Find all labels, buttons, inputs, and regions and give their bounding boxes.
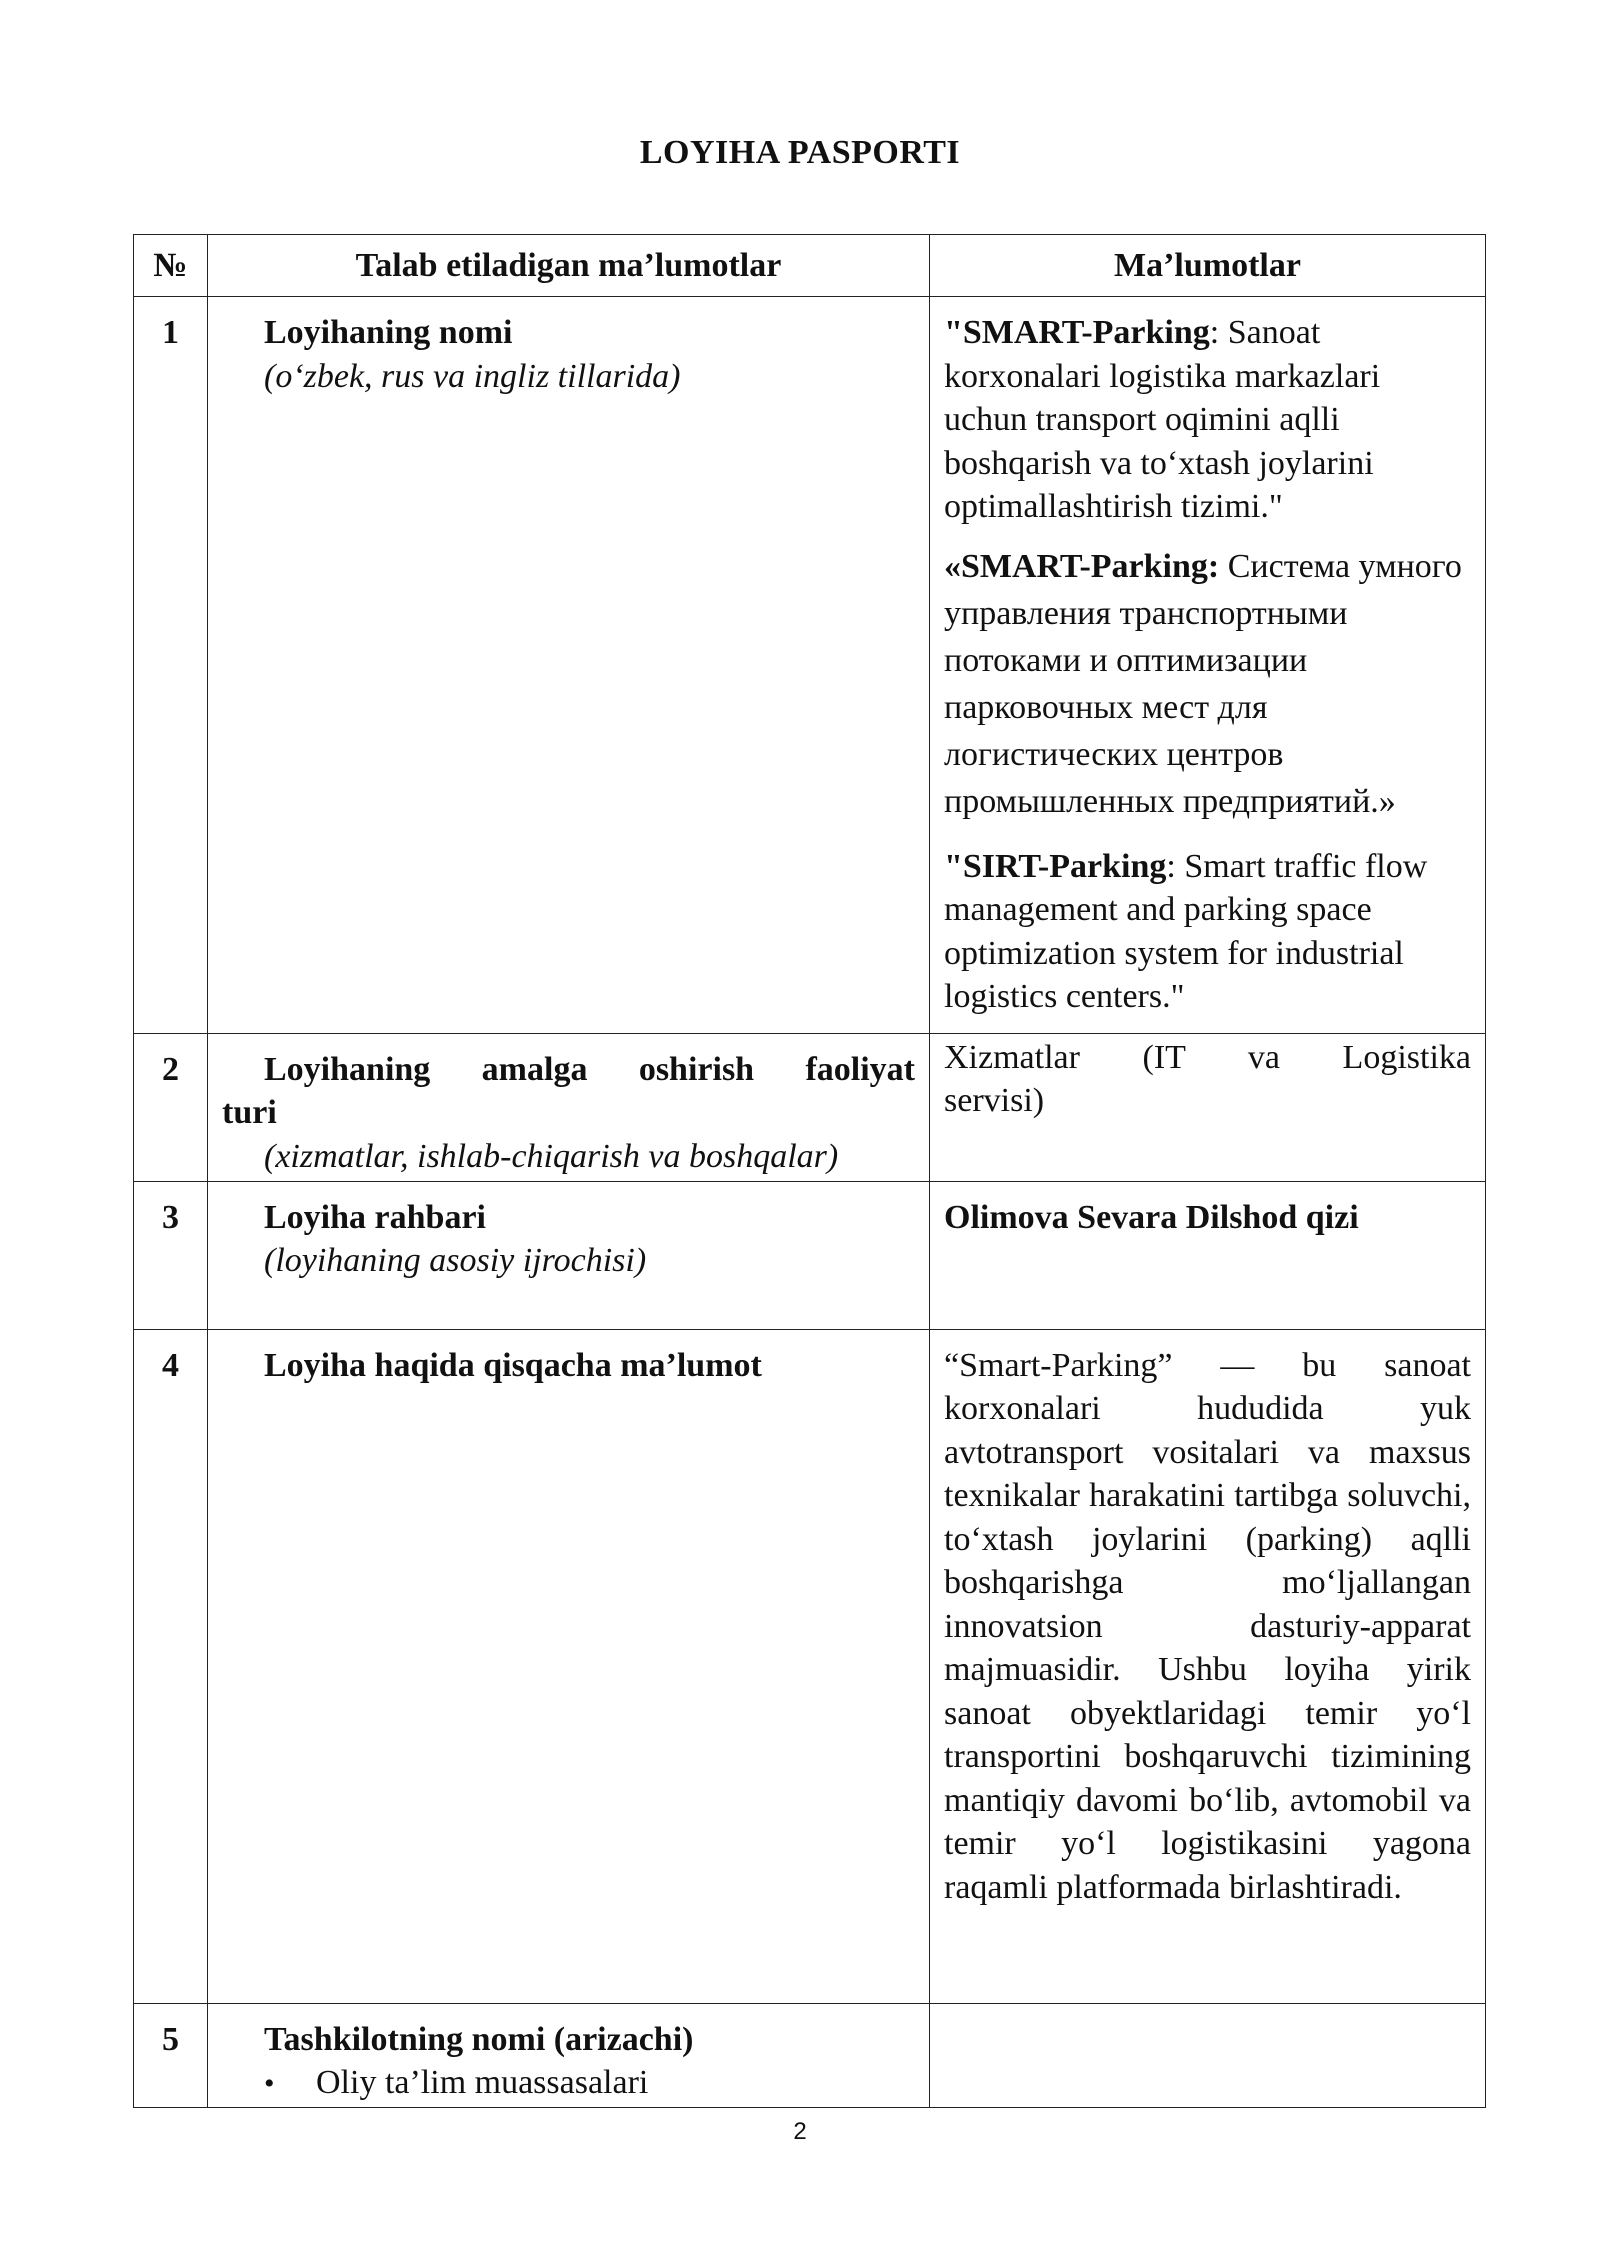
- data-cell: [930, 1329, 1486, 2003]
- table-header-row: [134, 235, 1486, 297]
- requirement-title: Loyiha haqida qisqacha ma’lumot: [264, 1346, 762, 1384]
- project-name-ru-text: Система умного управления транспортными потоками и оптимизации парковочных мест для логистических центров промышленных предприятий.»: [944, 547, 1462, 820]
- header-num: №: [134, 235, 208, 297]
- row-number: 4: [134, 1329, 208, 2003]
- requirement-title: Loyihaning nomi: [264, 314, 513, 351]
- project-name-en-bold: "SIRT-Parking: [944, 847, 1167, 885]
- requirement-title-continued: turi: [222, 1094, 277, 1131]
- activity-type-line1: Xizmatlar (IT va Logistika: [944, 1038, 1471, 1076]
- project-leader-name: Olimova Sevara Dilshod qizi: [944, 1198, 1359, 1236]
- list-item: [222, 2061, 915, 2106]
- project-name-ru: [944, 543, 1471, 825]
- requirement-cell: [208, 1181, 930, 1329]
- project-name-ru-bold: «SMART-Parking:: [944, 547, 1220, 585]
- requirement-note: (o‘zbek, rus va ingliz tillarida): [264, 357, 681, 395]
- project-name-uz: [944, 311, 1471, 529]
- data-cell: [930, 297, 1486, 1034]
- page-number: 2: [793, 2118, 807, 2145]
- requirement-note: (loyihaning asosiy ijrochisi): [264, 1242, 647, 1279]
- project-summary: “Smart-Parking” — bu sanoat korxonalari hududida yuk avtotransport vositalari va maxsus texnikalar harakatini tartibga soluvchi, to‘xtash joylarini (parking) aqlli boshqarishga mo‘ljallangan innovatsion dasturiy-apparat majmuasidir. Ushbu loyiha yirik sanoat obyektlaridagi temir yo‘l transportini boshqaruvchi tizimining mantiqiy davomi bo‘lib, avtomobil va temir yo‘l logistikasini yagona raqamli platformada birlashtiradi.: [944, 1346, 1471, 1906]
- row-number: 5: [134, 2003, 208, 2107]
- data-cell: [930, 1033, 1486, 1181]
- project-name-uz-text: : Sanoat korxonalari logistika markazlari uchun transport oqimini aqlli boshqarish va to‘xtash joylarini optimallashtirish tizimi.": [944, 314, 1381, 525]
- row-number: 3: [134, 1181, 208, 1329]
- header-requirement: Talab etiladigan ma’lumotlar: [208, 235, 930, 297]
- table-row: [134, 1181, 1486, 1329]
- activity-type-line2: servisi): [944, 1082, 1045, 1119]
- project-name-en: [944, 845, 1471, 1019]
- table-row: [134, 1033, 1486, 1181]
- requirement-cell: [208, 2003, 930, 2107]
- requirement-title: Loyiha rahbari: [264, 1198, 486, 1236]
- header-data: Ma’lumotlar: [930, 235, 1486, 297]
- bullet-icon: •: [264, 2067, 275, 2100]
- project-name-en-text: : Smart traffic flow management and parking space optimization system for industrial logistics centers.": [944, 847, 1428, 1015]
- passport-table: [133, 234, 1486, 2108]
- requirement-cell: [208, 1329, 930, 2003]
- row-number: 1: [134, 297, 208, 1034]
- list-item-label: Oliy ta’lim muassasalari: [316, 2064, 649, 2101]
- table-row: [134, 1329, 1486, 2003]
- requirement-note: (xizmatlar, ishlab-chiqarish va boshqalar): [264, 1137, 839, 1175]
- requirement-cell: [208, 297, 930, 1034]
- requirement-title: Tashkilotning nomi (arizachi): [264, 2020, 694, 2058]
- row-number: 2: [134, 1033, 208, 1181]
- project-name-uz-bold: "SMART-Parking: [944, 314, 1210, 351]
- page-title: LOYIHA PASPORTI: [639, 134, 961, 171]
- table-row: [134, 2003, 1486, 2107]
- data-cell: [930, 2003, 1486, 2107]
- requirement-title: Loyihaning amalga oshirish faoliyat: [264, 1050, 915, 1088]
- requirement-cell: [208, 1033, 930, 1181]
- data-cell: [930, 1181, 1486, 1329]
- table-row: [134, 297, 1486, 1034]
